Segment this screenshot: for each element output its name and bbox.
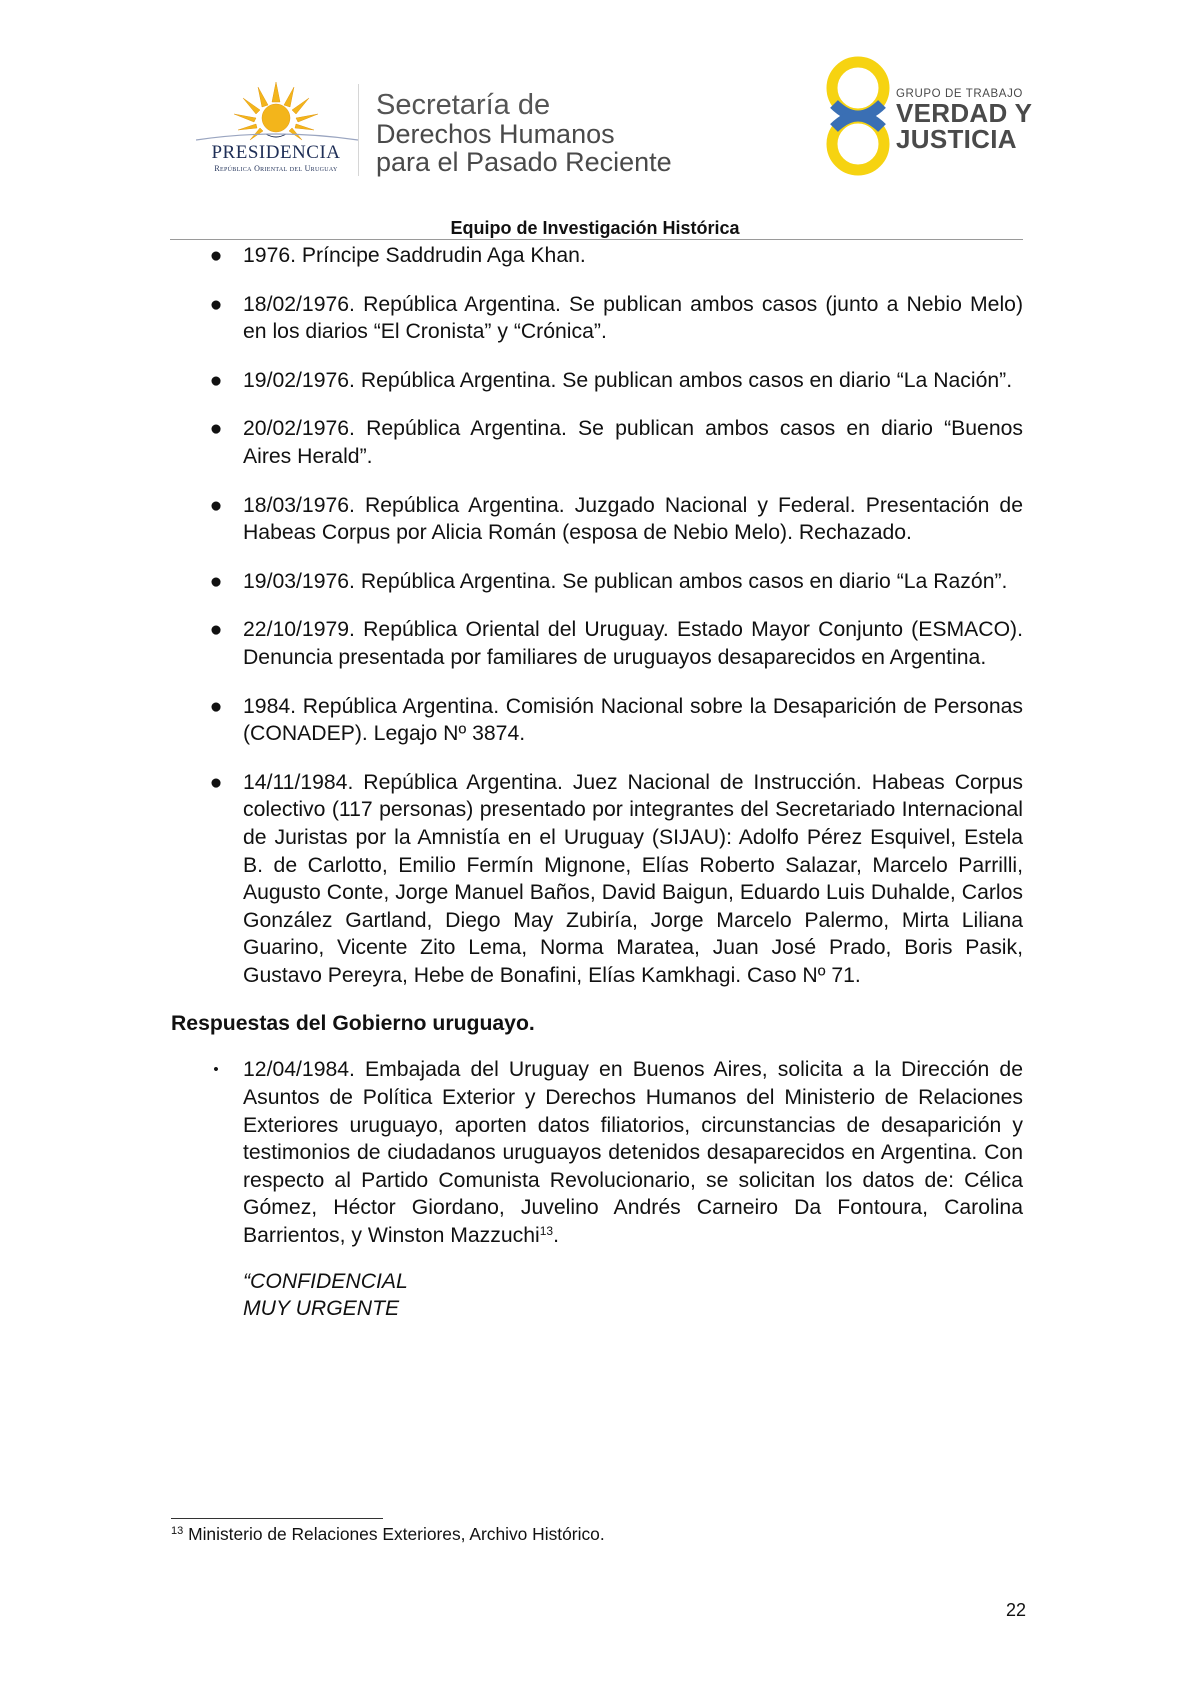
list-item-text: 20/02/1976. República Argentina. Se publican ambos casos en diario “Buenos Aires Herald”. (243, 417, 1023, 468)
quote-line-1: “CONFIDENCIAL (243, 1269, 408, 1293)
list-item-text: 1984. República Argentina. Comisión Nacional sobre la Desaparición de Personas (CONADEP). Legajo Nº 3874. (243, 694, 1023, 746)
quoted-document (171, 1268, 1023, 1323)
verdad-justicia-rings-logo (818, 54, 908, 180)
list-item-text: 18/03/1976. República Argentina. Juzgado Nacional y Federal. Presentación de Habeas Corpus por Alicia Román (esposa de Nebio Melo). Rechazado. (243, 493, 1023, 545)
list-item (171, 242, 1023, 270)
chronology-list (171, 242, 1023, 989)
bullet-icon: ● (209, 770, 223, 794)
list-item (171, 693, 1023, 748)
list-item (171, 492, 1023, 547)
secretaria-line-1: Secretaría de (376, 89, 551, 121)
secretaria-line-3: para el Pasado Reciente (376, 147, 672, 177)
list-item (171, 568, 1023, 596)
bullet-icon: ● (209, 417, 223, 441)
list-item-text: 1976. Príncipe Saddrudin Aga Khan. (243, 244, 586, 267)
secretaria-line-2: Derechos Humanos (376, 119, 615, 149)
presidencia-wordmark: PRESIDENCIA (211, 142, 341, 163)
list-item (171, 1056, 1023, 1249)
bullet-icon: ● (209, 244, 223, 267)
responses-list (171, 1056, 1023, 1249)
verdad-justicia-text (896, 88, 1032, 152)
list-item-trailing-punct: . (553, 1224, 559, 1248)
gtvj-line-1: GRUPO DE TRABAJO (896, 88, 1023, 100)
page-content (171, 242, 1023, 1323)
secretaria-logo-text (376, 90, 672, 176)
footnote-text: Ministerio de Relaciones Exteriores, Archivo Histórico. (183, 1524, 605, 1544)
bullet-icon: ● (209, 368, 223, 392)
footnote-separator (171, 1518, 383, 1519)
list-item (171, 616, 1023, 671)
list-item-text: 19/02/1976. República Argentina. Se publican ambos casos en diario “La Nación”. (243, 368, 1013, 392)
page-number: 22 (1005, 1600, 1026, 1620)
list-item-text: 12/04/1984. Embajada del Uruguay en Buenos Aires, solicita a la Dirección de Asuntos de Política Exterior y Derechos Humanos del Ministerio de Relaciones Exteriores uruguayo, aporten datos filiatorios, circunstancias de desaparición y testimonios de ciudadanos uruguayos detenidos desaparecidos en Argentina. Con respecto al Partido Comunista Revolucionario, se solicitan los datos de: Célica Gómez, Héctor Giordano, Juvelino Andrés Carneiro Da Fontoura, Carolina Barrientos, y Winston Mazzuchi (243, 1058, 1023, 1248)
list-item (171, 769, 1023, 990)
header-rule (170, 239, 1023, 240)
header-divider (358, 84, 359, 176)
list-item-text: 22/10/1979. República Oriental del Uruguay. Estado Mayor Conjunto (ESMACO). Denuncia presentada por familiares de uruguayos desaparecidos en Argentina. (243, 618, 1023, 669)
quote-line-2: MUY URGENTE (243, 1297, 400, 1321)
footnote (171, 1524, 605, 1545)
bullet-icon: • (213, 1061, 219, 1079)
list-item (171, 291, 1023, 346)
header-title: Equipo de Investigación Histórica (450, 218, 740, 238)
gtvj-line-3: JUSTICIA (896, 124, 1017, 154)
list-item-text: 19/03/1976. República Argentina. Se publican ambos casos en diario “La Razón”. (243, 569, 1008, 593)
bullet-icon: ● (209, 618, 223, 642)
bullet-icon: ● (209, 569, 223, 593)
gtvj-line-2: VERDAD Y (896, 98, 1033, 128)
footnote-number: 13 (171, 1525, 184, 1537)
section-heading: Respuestas del Gobierno uruguayo. (171, 1012, 535, 1036)
bullet-icon: ● (209, 493, 223, 517)
presidencia-subtitle: República Oriental del Uruguay (214, 164, 338, 173)
bullet-icon: ● (209, 292, 223, 316)
list-item-text: 18/02/1976. República Argentina. Se publican ambos casos (junto a Nebio Melo) en los diarios “El Cronista” y “Crónica”. (243, 292, 1023, 344)
footnote-reference[interactable]: 13 (539, 1224, 554, 1239)
list-item-text: 14/11/1984. República Argentina. Juez Nacional de Instrucción. Habeas Corpus colectivo (117 personas) presentado por integrantes del Secretariado Internacional de Juristas por la Amnistía en el Uruguay (SIJAU): Adolfo Pérez Esquivel, Estela B. de Carlotto, Emilio Fermín Mignone, Elías Roberto Salazar, Marcelo Parrilli, Augusto Conte, Jorge Manuel Baños, David Baigun, Eduardo Luis Duhalde, Carlos González Gartland, Diego May Zubiría, Jorge Marcelo Palermo, Mirta Liliana Guarino, Vicente Zito Lema, Norma Maratea, Juan José Prado, Boris Pasik, Gustavo Pereyra, Hebe de Bonafini, Elías Kamkhagi. Caso Nº 71. (243, 770, 1023, 987)
list-item (171, 367, 1023, 395)
list-item (171, 415, 1023, 470)
bullet-icon: ● (209, 694, 223, 718)
